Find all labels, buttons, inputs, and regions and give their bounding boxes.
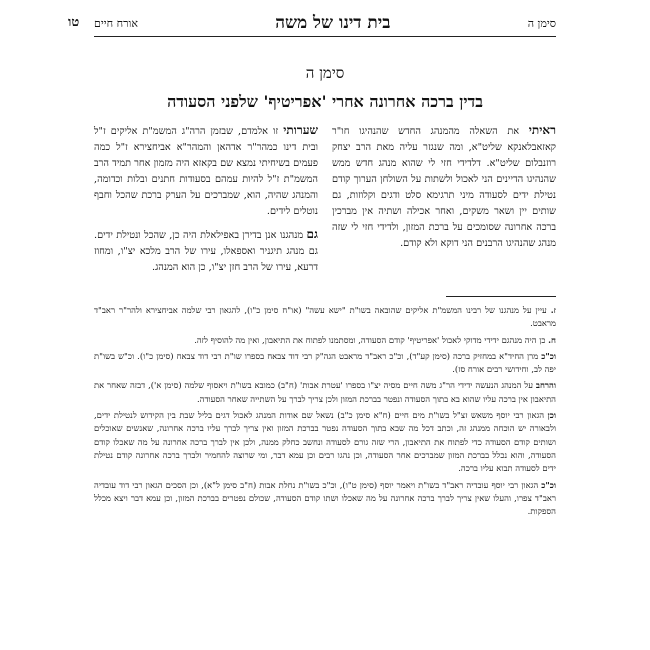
- footnote-key: ח.: [548, 334, 556, 345]
- paragraph-text: מנהגנו אנן בדירן באפילאלת היה כן, שהכל ונטילת ידים. גם מנהג תיגניר ואספאלו, עירו של הרב מלכא יצ"ו, ומחוז דרעא, עירו של הרב חזן יצ"ו, כן הוא המנהג.: [94, 230, 318, 273]
- footnote-key: וכ"כ: [541, 350, 556, 361]
- footnote-text: עיין על מנהגנו של רבינו המשמ"ת אליקים שהובאה בשו"ת "ישא עשה" (או"ח סימן כ"ו), להגאון רבי שלמה אביחצירא ולהר"ר ראב"ד מראבט.: [94, 305, 556, 329]
- footnote: [94, 409, 556, 475]
- footnote-text: כן היה מנהגם ידידי מדוקי לאכול 'אפריטיף' קודם הסעודה, ומסתמנו לפתוח את התיאבון, ואין מה להוסיף לזה.: [194, 334, 546, 345]
- footnote-text: הגאון רבי יוסף עובדיה ראב"ד בשו"ת ויאמר יוסף (סימן ט"ו), וכ"כ בשו"ת נחלת אבות (ח"ב סימן ל"א), וכן הסכים הגאון רבי דוד עובדיה ראב"ד צפרו, והעלו שאין צריך לברך ברכה אחרונה על מה שאכלו ושתו קודם הסעודה, שכולם נפטרים בברכת המזון, וכן עמא דבר ויצא מכלל הספקות.: [94, 479, 556, 517]
- footnote: [94, 479, 556, 519]
- page-number: טו: [68, 15, 80, 30]
- lead-word: שערותי: [283, 123, 318, 137]
- section-title: בדין ברכה אחרונה אחרי 'אפריטיף' שלפני הסעודה: [167, 92, 483, 111]
- footnote-text: על המנהג הנעשה ידידי הר"ג משה חיים מסיה יצ"ו בספרו 'עטרת אבות' (ח"ב) כמובא בשו"ת ויאסוף שלמה (סימן א'), דבזה שאחר את התיאבון אין ברכה עליו שהוא בא בתוך הסעודה ונפטר בברכת המזון ולכן צריך לברך על השתייה שאחר הסעודה.: [94, 380, 556, 404]
- left-column-paragraph-2: [94, 226, 318, 276]
- lead-word: ראיתי: [528, 123, 556, 137]
- siman-heading: סימן ה: [305, 64, 345, 82]
- footnote-key: וכ"כ: [541, 479, 556, 490]
- left-column-paragraph-1: [94, 122, 318, 220]
- footnote-key: ז.: [550, 305, 556, 315]
- right-column: [332, 122, 556, 282]
- footnote: [94, 334, 556, 347]
- header-book-title: בית דינו של משה: [275, 13, 391, 33]
- paragraph-text: זו אלמדם, שבזמן הרה"ג המשמ"ת אליקים ז"ל ובית דינו כמהר"ר אדהאן והמהר"א אביחצירא ז"ל כמה פעמים בשיחיתי נמצא שם בקאזא היה מזמון אחר תמיד הרב המשמ"ת ז"ל להיות עמהם בסעודות חתנים ובלות וכדומה, והמנהג שהיה, הוא, שמברכים על הערק ברכת שהכל וחבף נוטלים לידים.: [94, 126, 318, 217]
- footnote-separator: [446, 296, 556, 297]
- footnote-key: וכן: [547, 410, 557, 421]
- footnote: [94, 379, 556, 406]
- right-column-paragraph: [332, 122, 556, 252]
- running-header: [94, 10, 556, 37]
- footnote: [94, 304, 556, 331]
- lead-word: גם: [306, 227, 318, 241]
- footnote: [94, 350, 556, 377]
- left-column: [94, 122, 318, 282]
- footnote-text: הגאון רבי יוסף משאש זצ"ל בשו"ת מים חיים (ח"א סימן כ"ב) נשאל שם אודות המנהג לאכול דגים בליל שבת בין הקידוש לנטילת ידים, ולבאורה יש הוכחה ממנהג זה, וכתב דכל מה שבא בתוך הסעודה נפטר בברכת המזון ואין צריך לברך עליו ברכה אחרונה, שאנשים שאוכלים ושותים קודם הסעודה כדי לפתוח את התיאבון, הרי שזה גורם לסעודה ונחשב כחלק ממנה, ולכן אין לברך ברכה אחרונה על מה שאכלו קודם הסעודה, והוא נכלל בברכת המזון שמברכים אחר הסעודה, וכן נהגו רבים וכן עמא דבר, ומי שרוצה להחמיר ולברך ברכה אחרונה קודם נטילת ידים לסעודה תבוא עליו ברכה.: [94, 410, 556, 474]
- footnote-text: מרן החיד"א במחזיק ברכה (סימן קע"ד), וכ"כ ראב"ד מראבט הגה"ק רבי דוד צבאח בספרו שו"ת רבי דוד צבאח (סימן כ"ו). וכ"ש בשו"ת יפה לב, וחידושי רבים אורח סז).: [94, 350, 556, 375]
- main-text-columns: [94, 122, 556, 282]
- header-part-label: אורח חיים: [94, 16, 138, 30]
- footnotes: [94, 304, 556, 521]
- paragraph-text: את השאלה מהמנהג החדש שהנהיגו חו"ר קאזאבלאנקא שליט"א, ומה שנגזר עליה מאת הרב יצחק רוזנבלום שליט"א. דלדידי חזי לי שהוא מנהג חדש ממש שהנהיגו הדיינים הני לאכול ולשתות על השולחן הערוך קודם נטילת ידים לסעודה מיני תרגימא סלט ודגים וקלוזות, גם שותים יין ושאר משקים, ואחר אכילה ושתיה אין מברכין ברכה אחרונה שסומכים על ברכת המזון, ולדידי חזי לי שזה מנהג שהנהיגו הרבנים הני דוקא ולא קודם.: [332, 126, 556, 249]
- footnote-key: והרחב: [535, 380, 556, 391]
- header-section-label: סימן ה: [527, 16, 556, 30]
